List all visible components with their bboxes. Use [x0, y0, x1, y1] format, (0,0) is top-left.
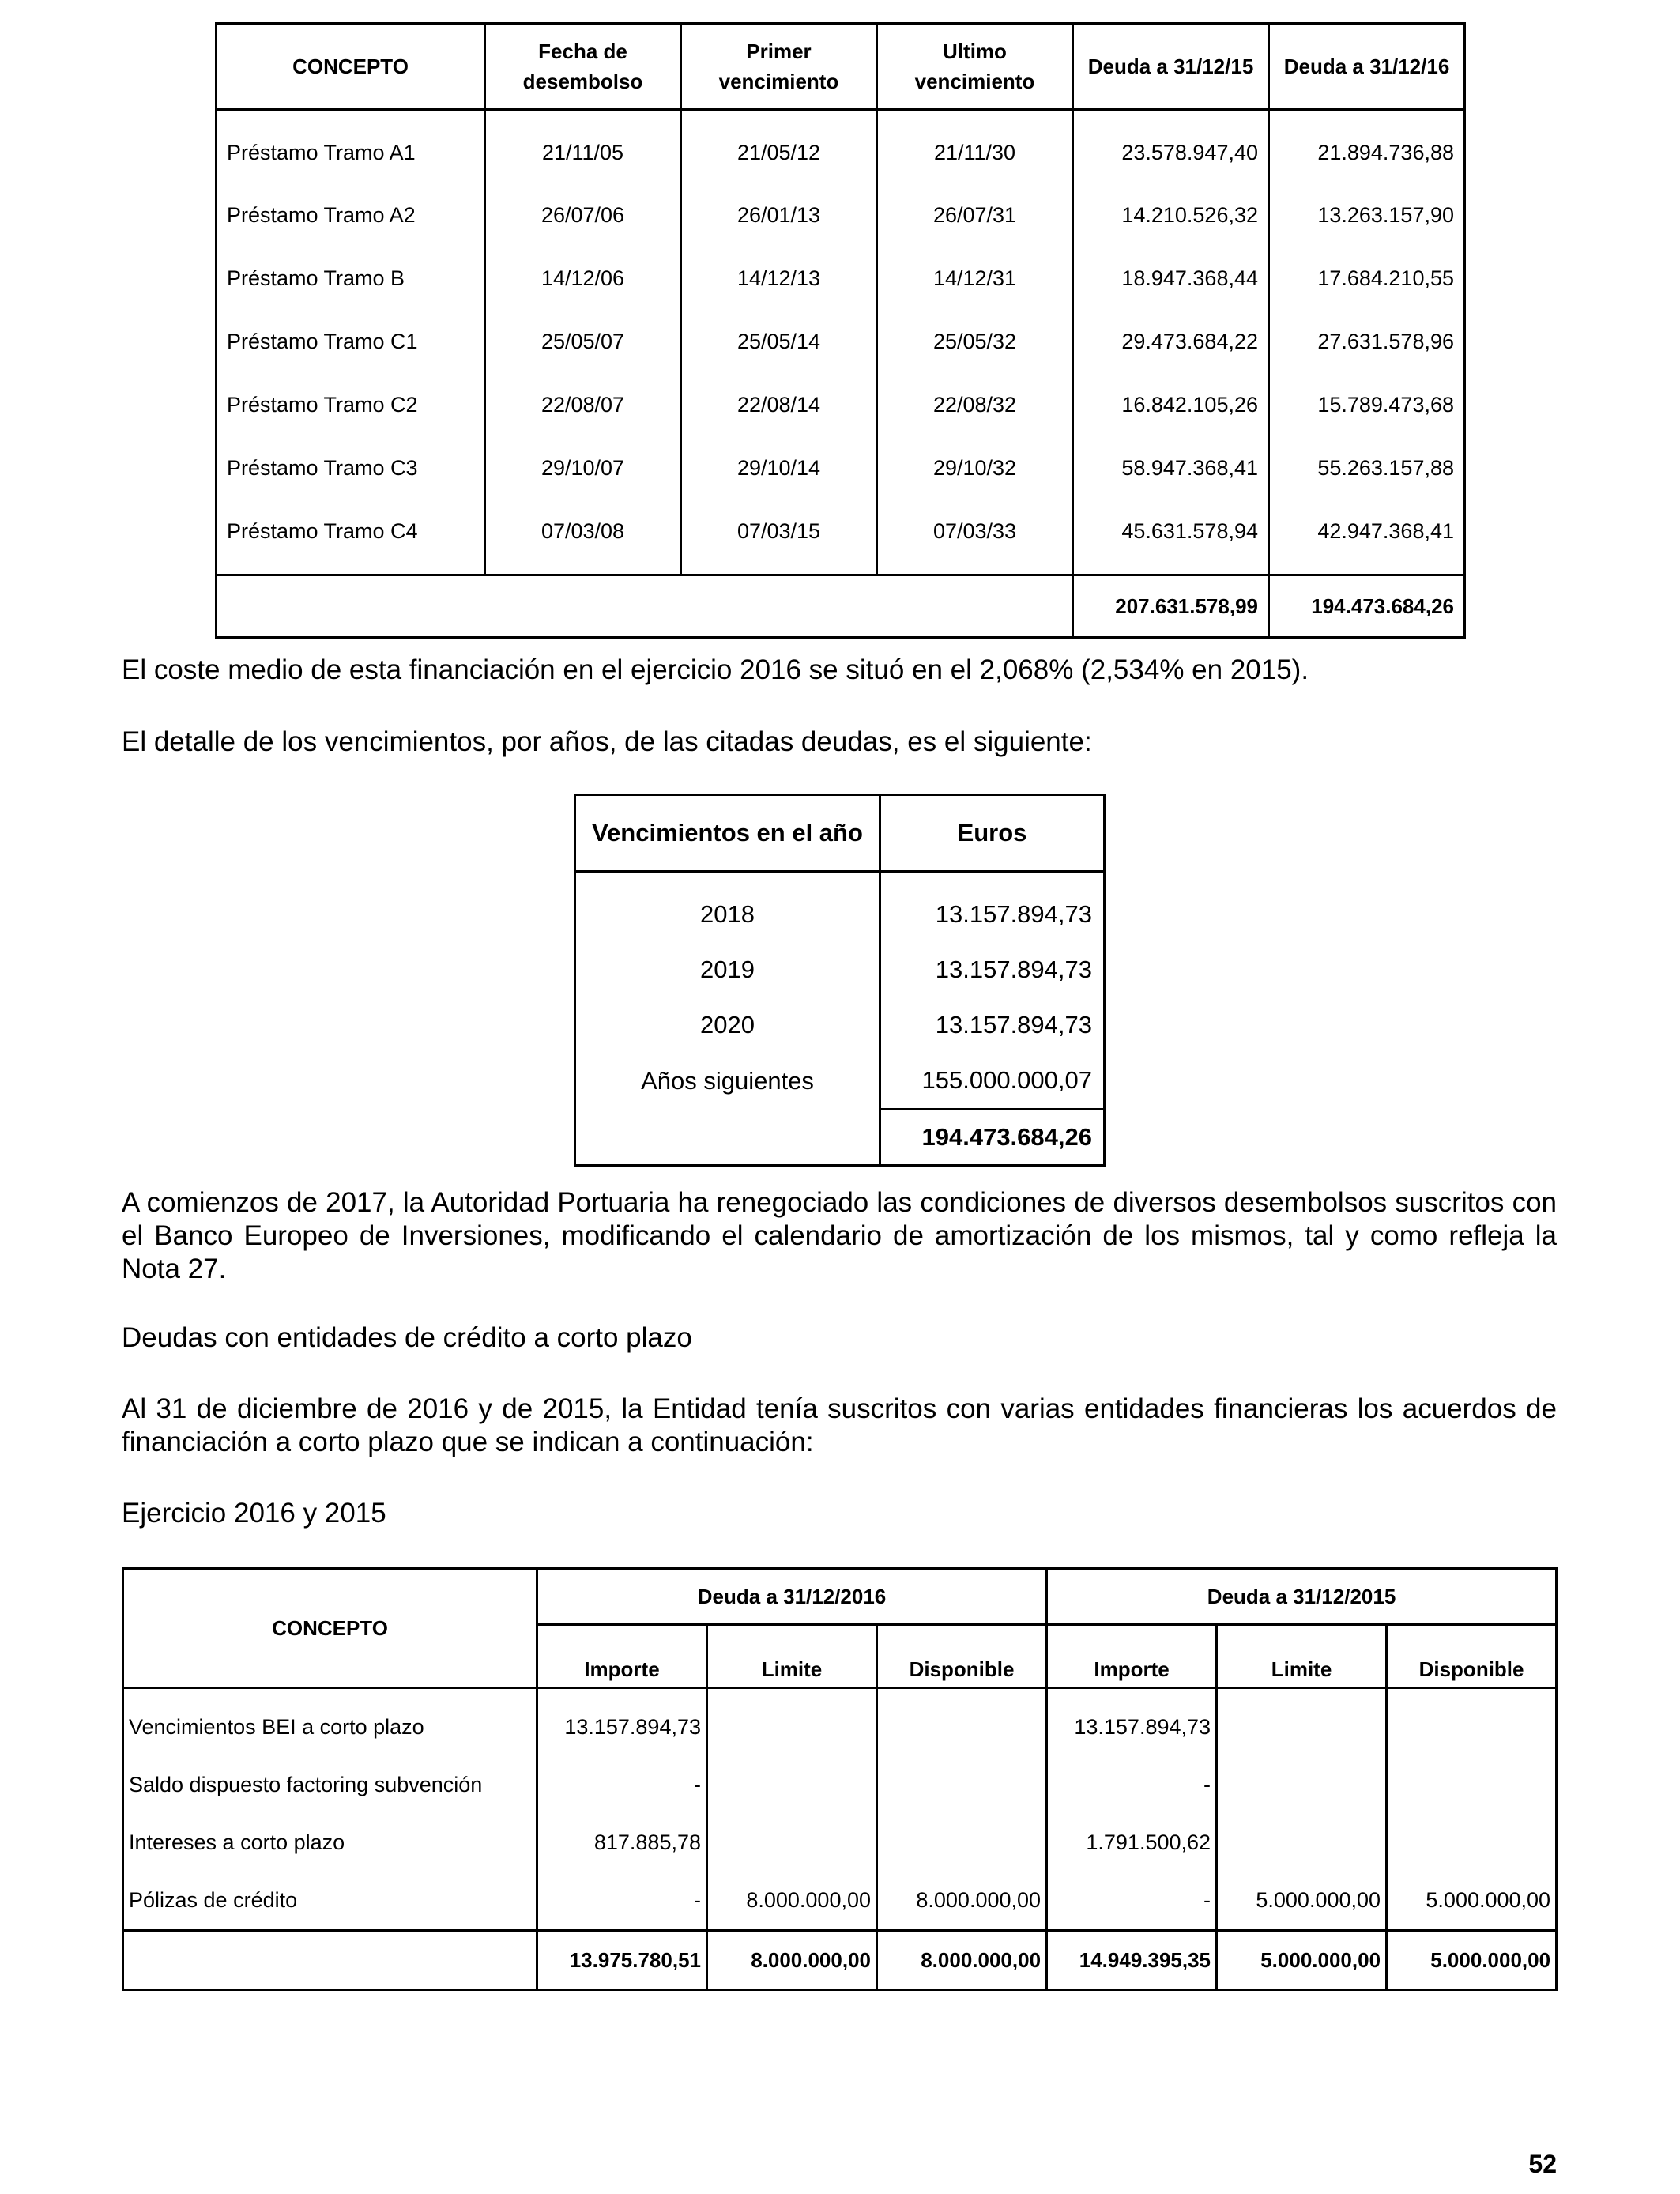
total-cell: 8.000.000,00: [877, 1931, 1047, 1990]
total-cell: 5.000.000,00: [1217, 1931, 1387, 1990]
concept-cell: Préstamo Tramo C2: [217, 373, 485, 436]
amount-cell: 13.157.894,73: [1047, 1688, 1217, 1757]
column-header: Deuda a 31/12/15: [1073, 24, 1269, 110]
column-header: CONCEPTO: [123, 1569, 537, 1688]
amount-cell: 155.000.000,07: [880, 1053, 1105, 1110]
date-cell: 25/05/07: [485, 310, 681, 373]
amount-cell: -: [537, 1756, 707, 1814]
renegotiation-paragraph: A comienzos de 2017, la Autoridad Portuaria ha renegociado las condiciones de diversos desembolsos suscritos con el Banco Europeo de Inversiones, modificando el calendario de amortización de los mismos, tal y como refleja la Nota 27.: [122, 1187, 1557, 1284]
column-header: Deuda a 31/12/16: [1269, 24, 1465, 110]
amount-cell: -: [1047, 1872, 1217, 1931]
table-header-row: [123, 1569, 1557, 1625]
empty-cell: [217, 575, 1073, 638]
total-cell: 8.000.000,00: [707, 1931, 877, 1990]
column-header: Primer vencimiento: [681, 24, 877, 110]
empty-cell: [123, 1931, 537, 1990]
table-row: [575, 1053, 1105, 1110]
amount-cell: [1387, 1756, 1557, 1814]
amount-cell: 5.000.000,00: [1387, 1872, 1557, 1931]
table-header-row: [217, 24, 1465, 110]
short-term-debt-table: [122, 1567, 1558, 1991]
concept-cell: Préstamo Tramo C3: [217, 436, 485, 499]
concept-cell: Préstamo Tramo C1: [217, 310, 485, 373]
table-row: [217, 310, 1465, 373]
date-cell: 26/01/13: [681, 183, 877, 247]
date-cell: 07/03/33: [877, 499, 1073, 575]
column-header: Disponible: [1387, 1625, 1557, 1688]
amount-cell: 817.885,78: [537, 1814, 707, 1872]
column-header: Euros: [880, 795, 1105, 872]
amount-cell: -: [537, 1872, 707, 1931]
amount-cell: 8.000.000,00: [877, 1872, 1047, 1931]
group-header: Deuda a 31/12/2016: [537, 1569, 1047, 1625]
table-total-row: [575, 1110, 1105, 1166]
amount-cell: [877, 1756, 1047, 1814]
date-cell: 29/10/14: [681, 436, 877, 499]
maturity-intro-paragraph: El detalle de los vencimientos, por años, de las citadas deudas, es el siguiente:: [122, 726, 1092, 757]
amount-cell: [877, 1688, 1047, 1757]
total-cell: 207.631.578,99: [1073, 575, 1269, 638]
loan-tranches-table: [215, 22, 1466, 639]
section-heading-short-term-debt: Deudas con entidades de crédito a corto plazo: [122, 1322, 692, 1353]
total-cell: 13.975.780,51: [537, 1931, 707, 1990]
table-row: [123, 1756, 1557, 1814]
date-cell: 22/08/32: [877, 373, 1073, 436]
amount-cell: 29.473.684,22: [1073, 310, 1269, 373]
amount-cell: [1387, 1688, 1557, 1757]
amount-cell: 14.210.526,32: [1073, 183, 1269, 247]
table-row: [217, 373, 1465, 436]
date-cell: 25/05/14: [681, 310, 877, 373]
amount-cell: 13.263.157,90: [1269, 183, 1465, 247]
year-cell: Años siguientes: [575, 1053, 880, 1110]
total-cell: 14.949.395,35: [1047, 1931, 1217, 1990]
average-cost-paragraph: El coste medio de esta financiación en el ejercicio 2016 se situó en el 2,068% (2,534% en 2015).: [122, 654, 1309, 685]
concept-cell: Vencimientos BEI a corto plazo: [123, 1688, 537, 1757]
table-row: [217, 110, 1465, 184]
amount-cell: 8.000.000,00: [707, 1872, 877, 1931]
table-row: [575, 997, 1105, 1053]
year-cell: 2019: [575, 942, 880, 997]
amount-cell: -: [1047, 1756, 1217, 1814]
date-cell: 14/12/06: [485, 247, 681, 310]
table-row: [217, 183, 1465, 247]
date-cell: 21/05/12: [681, 110, 877, 184]
amount-cell: 18.947.368,44: [1073, 247, 1269, 310]
group-header: Deuda a 31/12/2015: [1047, 1569, 1557, 1625]
amount-cell: [1217, 1756, 1387, 1814]
date-cell: 26/07/06: [485, 183, 681, 247]
column-header: Fecha de desembolso: [485, 24, 681, 110]
amount-cell: [1217, 1814, 1387, 1872]
year-cell: 2020: [575, 997, 880, 1053]
amount-cell: [877, 1814, 1047, 1872]
date-cell: 29/10/07: [485, 436, 681, 499]
table-header-row: [575, 795, 1105, 872]
table-row: [575, 942, 1105, 997]
amount-cell: 42.947.368,41: [1269, 499, 1465, 575]
short-term-intro-paragraph: Al 31 de diciembre de 2016 y de 2015, la Entidad tenía suscritos con varias entidades financieras los acuerdos de financiación a corto plazo que se indican a continuación:: [122, 1393, 1557, 1457]
amount-cell: [1387, 1814, 1557, 1872]
amount-cell: 21.894.736,88: [1269, 110, 1465, 184]
table-total-row: [123, 1931, 1557, 1990]
concept-cell: Saldo dispuesto factoring subvención: [123, 1756, 537, 1814]
concept-cell: Intereses a corto plazo: [123, 1814, 537, 1872]
date-cell: 07/03/08: [485, 499, 681, 575]
amount-cell: 27.631.578,96: [1269, 310, 1465, 373]
column-header: Limite: [1217, 1625, 1387, 1688]
date-cell: 22/08/14: [681, 373, 877, 436]
table-row: [575, 872, 1105, 943]
amount-cell: 45.631.578,94: [1073, 499, 1269, 575]
year-cell: 2018: [575, 872, 880, 943]
table-total-row: [217, 575, 1465, 638]
total-cell: 194.473.684,26: [880, 1110, 1105, 1166]
table-row: [123, 1872, 1557, 1931]
amount-cell: 13.157.894,73: [880, 997, 1105, 1053]
amount-cell: 13.157.894,73: [880, 872, 1105, 943]
amount-cell: 23.578.947,40: [1073, 110, 1269, 184]
page-number: 52: [1528, 2150, 1557, 2178]
date-cell: 14/12/31: [877, 247, 1073, 310]
amount-cell: 17.684.210,55: [1269, 247, 1465, 310]
date-cell: 21/11/05: [485, 110, 681, 184]
amount-cell: [707, 1814, 877, 1872]
date-cell: 22/08/07: [485, 373, 681, 436]
date-cell: 25/05/32: [877, 310, 1073, 373]
amount-cell: [1217, 1688, 1387, 1757]
date-cell: 29/10/32: [877, 436, 1073, 499]
amount-cell: [707, 1688, 877, 1757]
date-cell: 07/03/15: [681, 499, 877, 575]
amount-cell: 5.000.000,00: [1217, 1872, 1387, 1931]
amount-cell: [707, 1756, 877, 1814]
total-cell: 194.473.684,26: [1269, 575, 1465, 638]
column-header: Ultimo vencimiento: [877, 24, 1073, 110]
total-cell: 5.000.000,00: [1387, 1931, 1557, 1990]
table-row: [217, 499, 1465, 575]
amount-cell: 15.789.473,68: [1269, 373, 1465, 436]
date-cell: 14/12/13: [681, 247, 877, 310]
table-row: [123, 1688, 1557, 1757]
table-row: [123, 1814, 1557, 1872]
column-header: Importe: [1047, 1625, 1217, 1688]
concept-cell: Pólizas de crédito: [123, 1872, 537, 1931]
amount-cell: 13.157.894,73: [537, 1688, 707, 1757]
date-cell: 21/11/30: [877, 110, 1073, 184]
amount-cell: 58.947.368,41: [1073, 436, 1269, 499]
concept-cell: Préstamo Tramo B: [217, 247, 485, 310]
empty-cell: [575, 1110, 880, 1166]
amount-cell: 16.842.105,26: [1073, 373, 1269, 436]
column-header: Disponible: [877, 1625, 1047, 1688]
fiscal-year-label: Ejercicio 2016 y 2015: [122, 1498, 386, 1529]
date-cell: 26/07/31: [877, 183, 1073, 247]
table-row: [217, 247, 1465, 310]
concept-cell: Préstamo Tramo C4: [217, 499, 485, 575]
concept-cell: Préstamo Tramo A2: [217, 183, 485, 247]
column-header: Vencimientos en el año: [575, 795, 880, 872]
amount-cell: 1.791.500,62: [1047, 1814, 1217, 1872]
column-header: CONCEPTO: [217, 24, 485, 110]
maturities-table: [574, 794, 1106, 1167]
column-header: Importe: [537, 1625, 707, 1688]
concept-cell: Préstamo Tramo A1: [217, 110, 485, 184]
column-header: Limite: [707, 1625, 877, 1688]
amount-cell: 55.263.157,88: [1269, 436, 1465, 499]
table-row: [217, 436, 1465, 499]
amount-cell: 13.157.894,73: [880, 942, 1105, 997]
